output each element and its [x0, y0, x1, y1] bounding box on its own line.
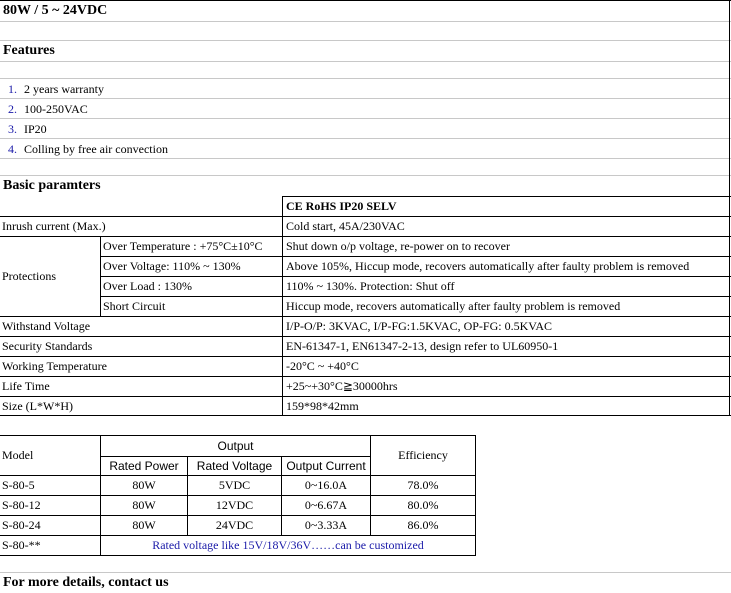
table-cell-voltage: 12VDC: [215, 498, 254, 512]
feature-item: Colling by free air convection: [24, 142, 168, 156]
table-cell-voltage: 24VDC: [215, 518, 254, 532]
param-value: I/P-O/P: 3KVAC, I/P-FG:1.5KVAC, OP-FG: 0.5KVAC: [286, 319, 553, 333]
param-value: Cold start, 45A/230VAC: [286, 219, 405, 233]
protection-name: Over Voltage: 110% ~ 130%: [103, 259, 241, 273]
grid-line: [0, 98, 731, 99]
certifications: CE RoHS IP20 SELV: [286, 199, 397, 213]
table-border: [0, 396, 731, 397]
protection-value: Above 105%, Hiccup mode, recovers automatically after faulty problem is removed: [286, 259, 690, 273]
table-cell-model: S-80-5: [2, 478, 35, 492]
table-cell-power: 80W: [132, 498, 156, 512]
param-label: Size (L*W*H): [2, 399, 73, 413]
right-border: [729, 0, 730, 416]
table-cell-voltage: 5VDC: [218, 478, 251, 492]
output-current-header: Output Current: [286, 459, 366, 473]
customization-note: Rated voltage like 15V/18V/36V……can be customized: [152, 538, 424, 552]
table-border: [282, 196, 283, 416]
param-label: Security Standards: [2, 339, 93, 353]
table-cell-efficiency: 86.0%: [407, 518, 439, 532]
contact-heading: For more details, contact us: [3, 575, 169, 590]
feature-item: IP20: [24, 122, 47, 136]
table-border: [0, 415, 731, 416]
table-cell-power: 80W: [132, 518, 156, 532]
feature-item: 2 years warranty: [24, 82, 104, 96]
feature-number: 1.: [8, 82, 17, 96]
protection-value: 110% ~ 130%. Protection: Shut off: [286, 279, 455, 293]
param-value: EN-61347-1, EN61347-2-13, design refer to UL60950-1: [286, 339, 559, 353]
table-border: [100, 236, 101, 316]
protection-name: Over Load : 130%: [103, 279, 192, 293]
grid-line: [0, 118, 731, 119]
table-cell-current: 0~6.67A: [304, 498, 348, 512]
table-cell-efficiency: 80.0%: [407, 498, 439, 512]
feature-number: 4.: [8, 142, 17, 156]
grid-line: [0, 61, 731, 62]
param-value: 159*98*42mm: [286, 399, 359, 413]
protection-value: Hiccup mode, recovers automatically after faulty problem is removed: [286, 299, 621, 313]
rated-voltage-header: Rated Voltage: [196, 459, 273, 473]
param-label: Working Temperature: [2, 359, 107, 373]
table-cell-current: 0~16.0A: [304, 478, 348, 492]
features-heading: Features: [3, 43, 55, 58]
table-cell-model: S-80-**: [2, 538, 41, 552]
feature-item: 100-250VAC: [24, 102, 88, 116]
table-border: [475, 435, 476, 556]
table-cell-model: S-80-24: [2, 518, 41, 532]
efficiency-header: Efficiency: [398, 448, 448, 462]
table-cell-current: 0~3.33A: [304, 518, 348, 532]
param-value: +25~+30°C≧30000hrs: [286, 379, 398, 393]
param-label: Life Time: [2, 379, 50, 393]
feature-number: 3.: [8, 122, 17, 136]
page-title: 80W / 5 ~ 24VDC: [3, 3, 108, 18]
param-value: -20°C ~ +40°C: [286, 359, 359, 373]
grid-line: [0, 78, 731, 79]
protection-value: Shut down o/p voltage, re-power on to recover: [286, 239, 510, 253]
rated-power-header: Rated Power: [109, 459, 179, 473]
protection-name: Short Circuit: [103, 299, 166, 313]
output-header: Output: [217, 439, 254, 453]
grid-line: [0, 175, 731, 176]
grid-line: [0, 21, 731, 22]
basic-heading: Basic paramters: [3, 178, 101, 193]
table-cell-efficiency: 78.0%: [407, 478, 439, 492]
table-cell-model: S-80-12: [2, 498, 41, 512]
top-border: [0, 0, 731, 1]
param-label: Inrush current (Max.): [2, 219, 106, 233]
protections-label: Protections: [2, 269, 56, 283]
table-cell-power: 80W: [132, 478, 156, 492]
table-border: [0, 555, 476, 556]
feature-number: 2.: [8, 102, 17, 116]
grid-line: [0, 40, 731, 41]
param-label: Withstand Voltage: [2, 319, 91, 333]
protection-name: Over Temperature : +75°C±10°C: [103, 239, 263, 253]
model-header: Model: [2, 448, 34, 462]
table-border: [0, 356, 731, 357]
